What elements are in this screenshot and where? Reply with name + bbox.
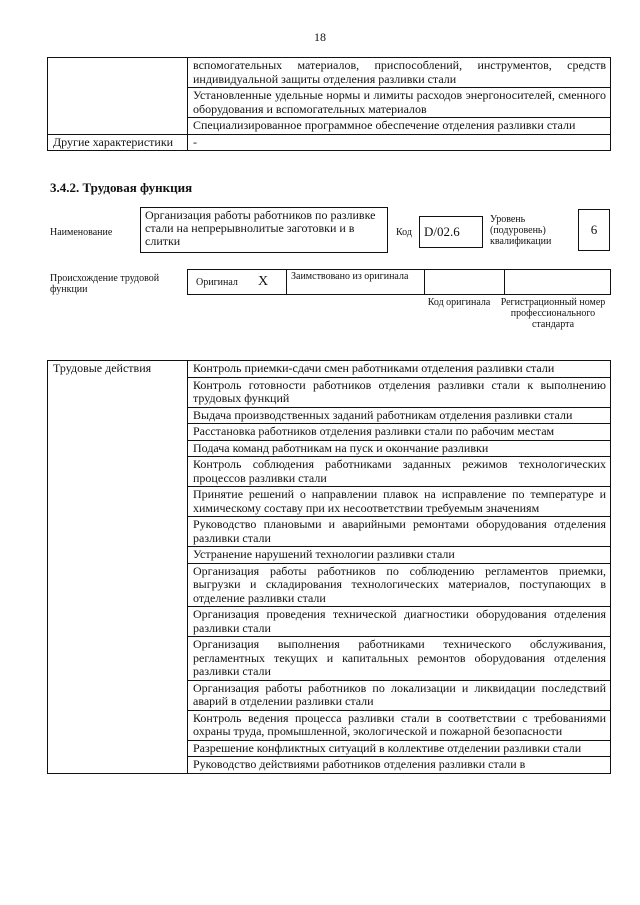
table-cell: Выдача производственных заданий работникам отделения разливки стали: [188, 407, 611, 424]
table-cell: Устранение нарушений технологии разливки стали: [188, 547, 611, 564]
function-name: Организация работы работников по разливке стали на непрерывнолитые заготовки и в слитки: [145, 208, 376, 248]
level-box: [578, 209, 610, 251]
labor-actions-label: Трудовые действия: [48, 361, 188, 774]
table-cell: Установленные удельные нормы и лимиты расходов энергоносителей, сменного оборудования и вспомогательных материалов: [188, 88, 611, 118]
name-label: Наименование: [50, 227, 113, 238]
divider: [424, 270, 425, 294]
code-box: [419, 216, 483, 248]
reg-number-caption: Регистрационный номер профессионального стандарта: [500, 297, 606, 330]
table-cell: Организация проведения технической диагностики оборудования отделения разливки стали: [188, 607, 611, 637]
table-row: [48, 58, 611, 88]
level-label: Уровень (подуровень) квалификации: [490, 214, 552, 247]
empty-label-cell: [48, 58, 188, 135]
table-cell: Руководство действиями работников отделения разливки стали в: [188, 757, 611, 774]
table-cell: Контроль соблюдения работниками заданных режимов технологических процессов разливки стали: [188, 457, 611, 487]
table-cell: Подача команд работникам на пуск и окончание разливки: [188, 440, 611, 457]
page-number: 18: [314, 30, 326, 44]
code-original-caption: Код оригинала: [427, 297, 491, 308]
origin-box: [187, 269, 611, 295]
divider: [286, 270, 287, 294]
divider: [504, 270, 505, 294]
original-label: Оригинал: [196, 277, 238, 288]
table-row: [48, 361, 611, 378]
level-value: 6: [590, 222, 598, 237]
table-cell: Контроль приемки-сдачи смен работниками отделения разливки стали: [188, 361, 611, 378]
table-cell: Контроль ведения процесса разливки стали в соответствии с требованиями охраны труда, промышленной, экологической и пожарной безопасности: [188, 710, 611, 740]
other-characteristics-value: -: [188, 134, 611, 151]
origin-label: Происхождение трудовой функции: [50, 273, 160, 295]
labor-actions-table: [47, 360, 611, 774]
table-cell: Расстановка работников отделения разливки стали по рабочим местам: [188, 424, 611, 441]
name-box: [140, 207, 388, 253]
table-row: [48, 134, 611, 151]
original-mark: X: [258, 274, 269, 289]
table-cell: Принятие решений о направлении плавок на исправление по температуре и химическому составу при их несоответствии требуемым значениям: [188, 487, 611, 517]
table-cell: Разрешение конфликтных ситуаций в коллективе отделении разливки стали: [188, 740, 611, 757]
code-label: Код: [396, 227, 412, 238]
table-cell: Руководство плановыми и аварийными ремонтами оборудования отделения разливки стали: [188, 517, 611, 547]
table-cell: Специализированное программное обеспечение отделения разливки стали: [188, 118, 611, 135]
characteristics-table: [47, 57, 611, 151]
table-cell: вспомогательных материалов, приспособлений, инструментов, средств индивидуальной защиты отделения разливки стали: [188, 58, 611, 88]
section-title: 3.4.2. Трудовая функция: [50, 180, 193, 195]
other-characteristics-label: Другие характеристики: [48, 134, 188, 151]
table-cell: Организация выполнения работниками технического обслуживания, регламентных текущих и капитальных ремонтов оборудования отделения разливки стали: [188, 637, 611, 681]
table-cell: Контроль готовности работников отделения разливки стали к выполнению трудовых функций: [188, 377, 611, 407]
table-cell: Организация работы работников по локализации и ликвидации последствий аварий в отделении разливки стали: [188, 680, 611, 710]
borrowed-label: Заимствовано из оригинала: [291, 271, 409, 282]
table-cell: Организация работы работников по соблюдению регламентов приемки, выгрузки и складирования технологических материалов, поступающих в отделение разливки стали: [188, 563, 611, 607]
code-value: D/02.6: [424, 224, 460, 239]
